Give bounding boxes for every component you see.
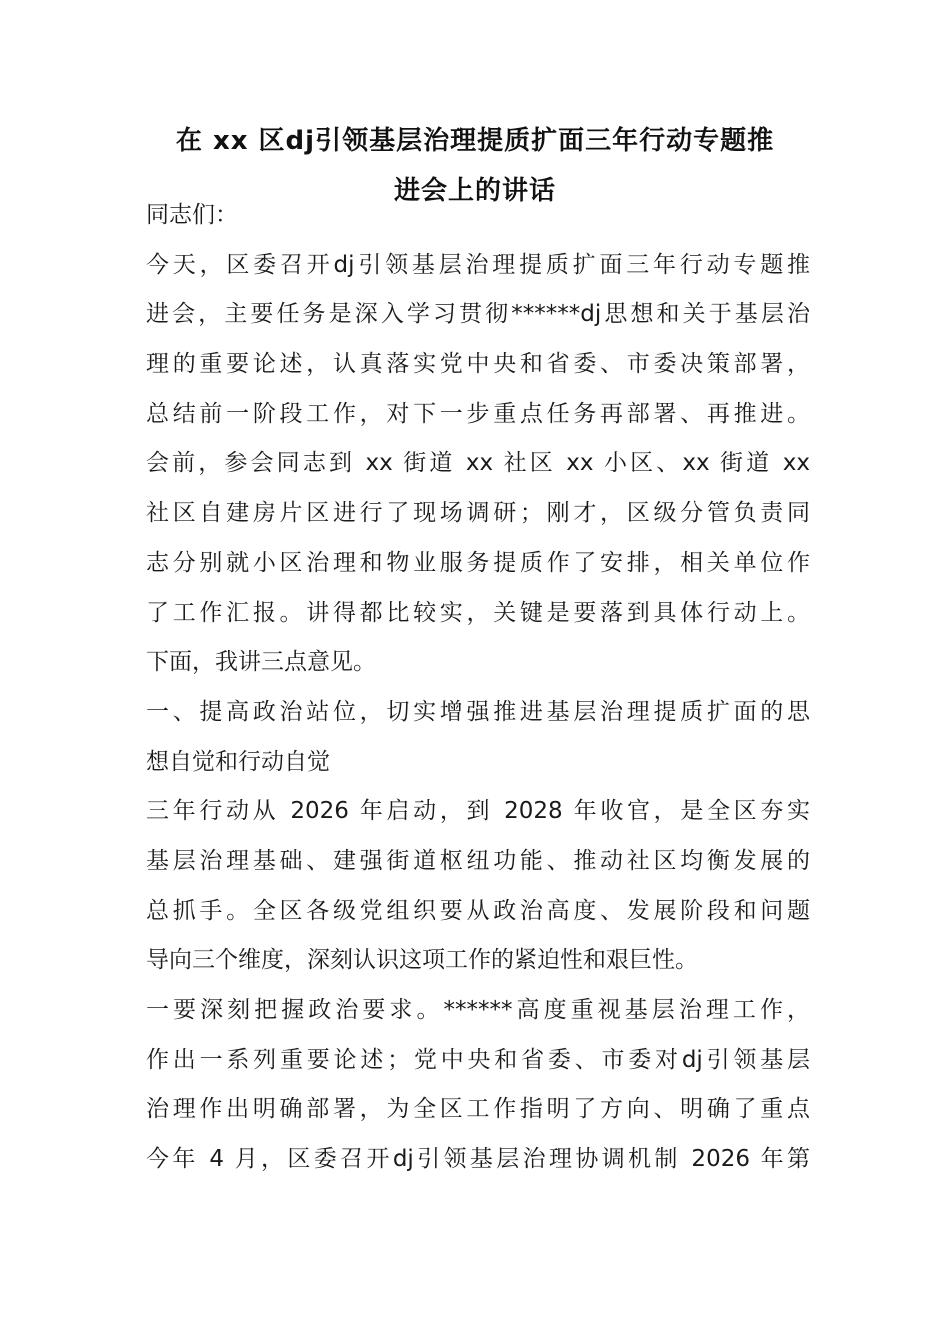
title-line-2: 进会上的讲话: [393, 176, 556, 206]
body-line: 今天，区委召开dj引领基层治理提质扩面三年行动专题推: [146, 251, 810, 278]
body-line: 总结前一阶段工作，对下一步重点任务再部署、再推进。: [146, 400, 810, 427]
body-line: 进会，主要任务是深入学习贯彻******dj思想和关于基层治: [146, 301, 810, 328]
body-line: 一、提高政治站位，切实增强推进基层治理提质扩面的思: [146, 698, 810, 725]
body-line: 志分别就小区治理和物业服务提质作了安排，相关单位作: [146, 549, 810, 576]
body-line: 导向三个维度，深刻认识这项工作的紧迫性和艰巨性。: [146, 947, 698, 974]
body-line: 治理作出明确部署，为全区工作指明了方向、明确了重点: [146, 1096, 810, 1123]
body-line: 今年 4 月，区委召开dj引领基层治理协调机制 2026 年第: [146, 1146, 810, 1173]
body-line: 了工作汇报。讲得都比较实，关键是要落到具体行动上。: [146, 599, 810, 626]
body-line: 基层治理基础、建强街道枢纽功能、推动社区均衡发展的: [146, 847, 810, 874]
body-line: 总抓手。全区各级党组织要从政治高度、发展阶段和问题: [146, 897, 810, 924]
body-line: 同志们：: [146, 202, 238, 228]
body-line: 一要深刻把握政治要求。******高度重视基层治理工作，: [146, 997, 810, 1023]
body-line: 想自觉和行动自觉: [146, 748, 330, 775]
body-line: 会前，参会同志到 xx 街道 xx 社区 xx 小区、xx 街道 xx: [146, 450, 810, 477]
body-line: 理的重要论述，认真落实党中央和省委、市委决策部署，: [146, 351, 810, 378]
body-line: 三年行动从 2026 年启动，到 2028 年收官，是全区夯实: [146, 798, 810, 825]
document-body: [146, 191, 810, 1185]
body-line: 社区自建房片区进行了现场调研；刚才，区级分管负责同: [146, 500, 810, 527]
body-line: 作出一系列重要论述；党中央和省委、市委对dj引领基层: [146, 1046, 810, 1073]
body-line: 下面，我讲三点意见。: [146, 649, 376, 676]
title-line-1: 在 xx 区dj引领基层治理提质扩面三年行动专题推: [175, 126, 775, 156]
